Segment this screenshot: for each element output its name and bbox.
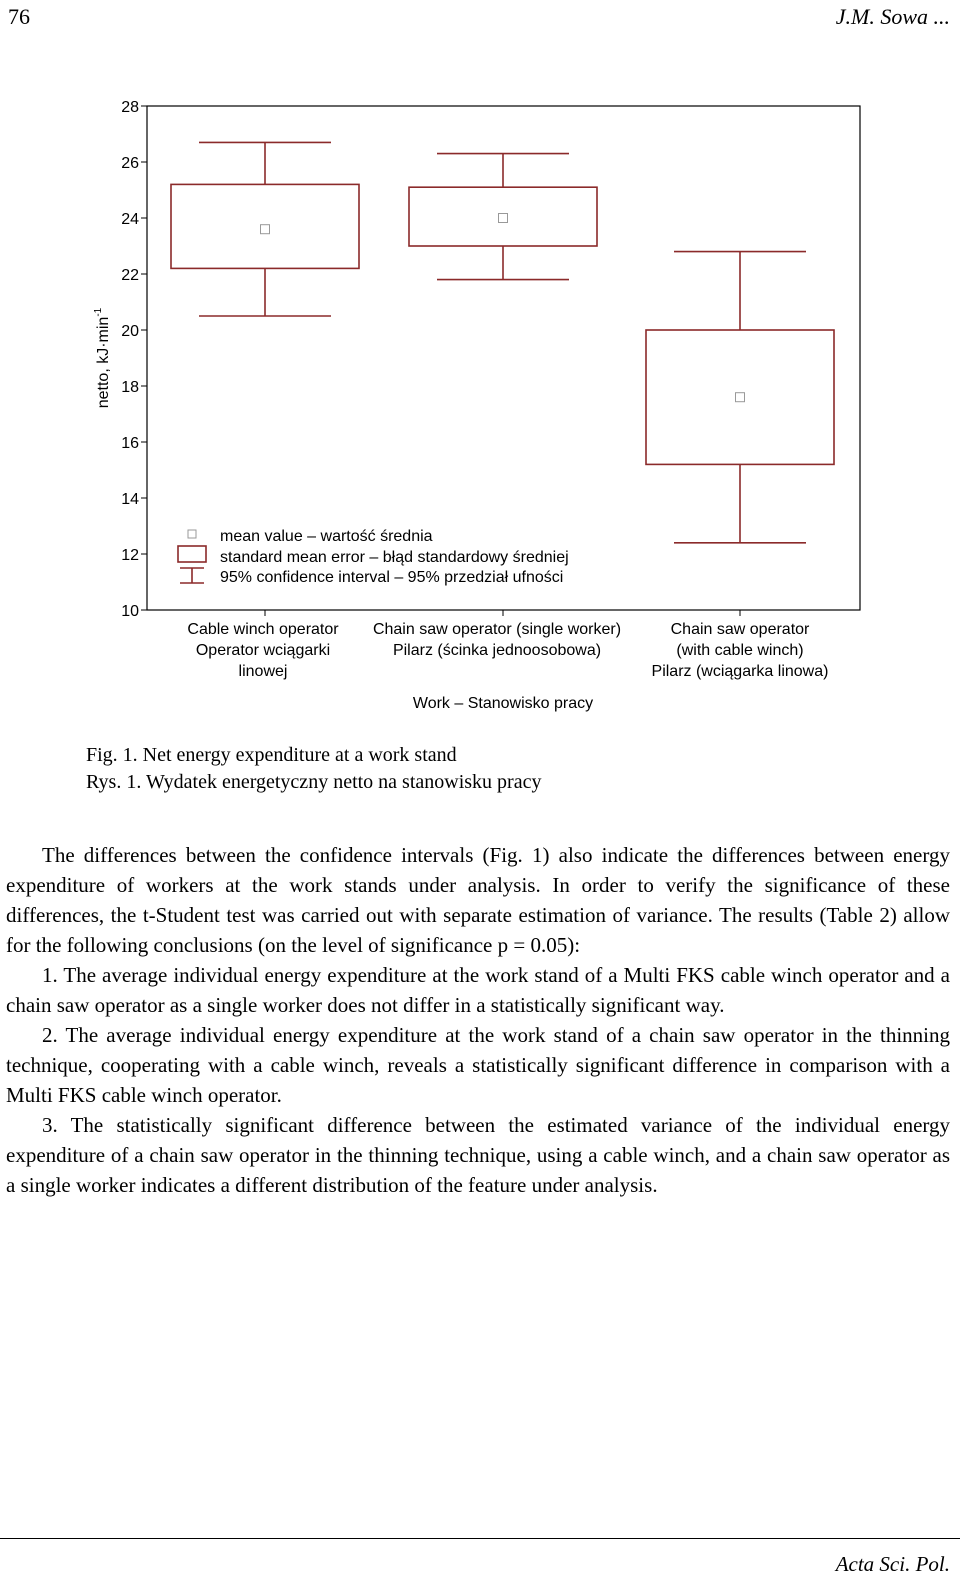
box-1	[171, 142, 359, 316]
figure-caption-en: Fig. 1. Net energy expenditure at a work stand	[86, 744, 457, 766]
category-label: Chain saw operator (single worker)	[372, 621, 622, 638]
y-tick-label: 18	[121, 379, 139, 396]
legend-ci-label: 95% confidence interval – 95% przedział ufności	[220, 569, 564, 586]
category-label: Operator wciągarki	[195, 642, 331, 659]
box-series	[171, 142, 834, 542]
box-3	[646, 252, 834, 543]
legend	[178, 528, 569, 586]
y-axis-label	[93, 307, 112, 408]
y-tick-label: 16	[121, 435, 139, 452]
y-tick-label: 26	[121, 155, 139, 172]
category-label: linowej	[238, 663, 288, 680]
category-labels	[187, 621, 828, 680]
legend-se-icon	[178, 546, 206, 562]
y-tick-label: 22	[121, 267, 139, 284]
body-text	[6, 840, 950, 1200]
y-tick-label: 12	[121, 547, 139, 564]
box-2	[409, 154, 597, 280]
y-tick-label: 14	[121, 491, 139, 508]
y-axis-label-sup: -1	[93, 307, 104, 317]
y-axis-ticks	[121, 99, 147, 620]
conclusion-1: 1. The average individual energy expenditure at the work stand of a Multi FKS cable winch operator and a chain saw operator as a single worker does not differ in a statistically significant way.	[6, 963, 950, 1017]
page-number: 76	[8, 4, 30, 29]
category-label: Pilarz (wciągarka linowa)	[651, 663, 829, 680]
footer-rule	[0, 1538, 960, 1539]
x-axis-label: Work – Stanowisko pracy	[412, 695, 594, 712]
conclusion-2: 2. The average individual energy expenditure at the work stand of a chain saw operator in the thinning technique, cooperating with a cable winch, reveals a statistically significant difference in comparison with a Multi FKS cable winch operator.	[6, 1023, 950, 1107]
legend-ci-icon	[180, 568, 204, 583]
y-tick-label: 10	[121, 603, 139, 620]
category-label: Pilarz (ścinka jednoosobowa)	[392, 642, 602, 659]
mean-marker	[736, 393, 745, 402]
figure-caption-pl: Rys. 1. Wydatek energetyczny netto na stanowisku pracy	[86, 771, 542, 793]
journal-name: Acta Sci. Pol.	[835, 1552, 950, 1576]
mean-marker	[261, 225, 270, 234]
y-tick-label: 28	[121, 99, 139, 116]
x-axis-ticks	[265, 610, 740, 616]
y-tick-label: 24	[121, 211, 139, 228]
svg-text:netto, kJ·min-1	[93, 307, 112, 408]
legend-se-label: standard mean error – błąd standardowy średniej	[220, 549, 569, 566]
legend-mean-label: mean value – wartość średnia	[220, 528, 433, 545]
y-axis-label-text: netto, kJ·min	[95, 316, 112, 409]
running-header-author: J.M. Sowa ...	[835, 4, 950, 29]
legend-mean-icon	[188, 530, 196, 538]
paragraph-1: The differences between the confidence intervals (Fig. 1) also indicate the differences between energy expenditure of workers at the work stands under analysis. In order to verify the significance of these differences, the t-Student test was carried out with separate estimation of variance. The results (Table 2) allow for the following conclusions (on the level of significance p = 0.05):	[6, 843, 950, 957]
mean-marker	[499, 214, 508, 223]
conclusion-3: 3. The statistically significant difference between the estimated variance of the individual energy expenditure of a chain saw operator in the thinning technique, using a cable winch, and a chain saw operator as a single worker indicates a different distribution of the feature under analysis.	[6, 1113, 950, 1197]
category-label: Cable winch operator	[187, 621, 339, 638]
box-plot-chart	[0, 0, 960, 730]
y-tick-label: 20	[121, 323, 139, 340]
category-label: Chain saw operator	[670, 621, 810, 638]
category-label: (with cable winch)	[676, 642, 804, 659]
